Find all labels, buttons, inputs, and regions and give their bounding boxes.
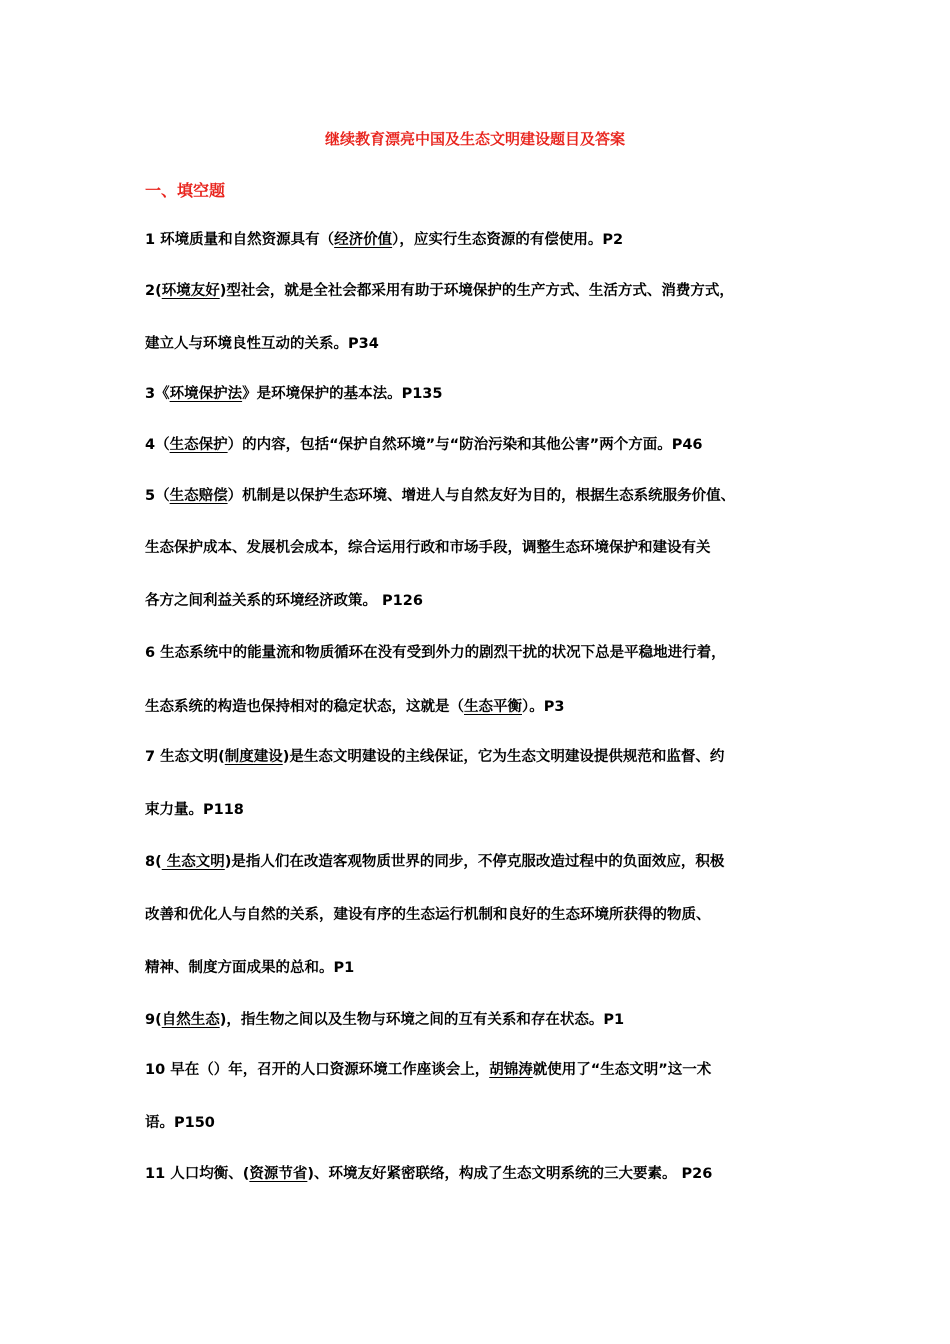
line-text: 5（ bbox=[145, 488, 170, 504]
answer-text: 经济价值 bbox=[334, 232, 393, 248]
line-text: 6 生态系统中的能量流和物质循环在没有受到外力的剧烈干扰的状况下总是平稳地进行着， bbox=[145, 645, 726, 661]
answer-text: 环境友好 bbox=[161, 283, 220, 299]
line-text: 8( bbox=[145, 854, 162, 870]
line-text: 生态保护成本、发展机会成本，综合运用行政和市场手段，调整生态环境保护和建设有关 bbox=[145, 540, 711, 556]
answer-text: 自然生态 bbox=[161, 1012, 220, 1028]
text-line bbox=[145, 591, 825, 611]
answer-text: 资源节省 bbox=[249, 1166, 308, 1182]
line-text: ）机制是以保护生态环境、增进人与自然友好为目的，根据生态系统服务价值、 bbox=[227, 488, 736, 504]
text-line bbox=[145, 905, 825, 925]
line-text: 建立人与环境良性互动的关系。P34 bbox=[145, 336, 379, 352]
line-text: ）。P3 bbox=[522, 699, 565, 715]
text-line bbox=[145, 1113, 825, 1133]
line-text: ），应实行生态资源的有偿使用。P2 bbox=[392, 232, 624, 248]
text-line bbox=[145, 800, 825, 820]
answer-text: 环境保护法 bbox=[169, 386, 243, 402]
line-text: 3《 bbox=[145, 386, 170, 402]
section-heading: 一、填空题 bbox=[145, 181, 226, 200]
text-line bbox=[145, 1060, 825, 1080]
text-line bbox=[145, 1010, 825, 1030]
answer-text: 胡锦涛 bbox=[489, 1062, 533, 1078]
line-text: 语。P150 bbox=[145, 1115, 215, 1131]
text-line bbox=[145, 281, 825, 301]
line-text: 精神、制度方面成果的总和。P1 bbox=[145, 960, 355, 976]
text-line bbox=[145, 538, 825, 558]
text-line bbox=[145, 435, 825, 455]
answer-text: 生态平衡 bbox=[464, 699, 522, 715]
text-line bbox=[145, 230, 825, 250]
line-text: 1 环境质量和自然资源具有（ bbox=[145, 232, 335, 248]
line-text: )型社会，就是全社会都采用有助于环境保护的生产方式、生活方式、消费方式， bbox=[219, 283, 734, 299]
line-text: )是生态文明建设的主线保证，它为生态文明建设提供规范和监督、约 bbox=[282, 749, 725, 765]
line-text: 》是环境保护的基本法。P135 bbox=[242, 386, 443, 402]
line-text: 生态系统的构造也保持相对的稳定状态，这就是（ bbox=[145, 699, 464, 715]
line-text: 各方之间利益关系的环境经济政策。 P126 bbox=[145, 593, 423, 609]
line-text: )是指人们在改造客观物质世界的同步，不停克服改造过程中的负面效应，积极 bbox=[224, 854, 725, 870]
line-text: 就使用了“生态文明”这一术 bbox=[532, 1062, 712, 1078]
line-text: 11 人口均衡、( bbox=[145, 1166, 250, 1182]
line-text: 2( bbox=[145, 283, 162, 299]
line-text: 9( bbox=[145, 1012, 162, 1028]
text-line bbox=[145, 958, 825, 978]
text-line bbox=[145, 852, 825, 872]
text-line bbox=[145, 384, 825, 404]
line-text: 7 生态文明( bbox=[145, 749, 225, 765]
answer-text: 制度建设 bbox=[224, 749, 283, 765]
document-title: 继续教育漂亮中国及生态文明建设题目及答案 bbox=[324, 130, 625, 148]
line-text: ）的内容，包括“保护自然环境”与“防治污染和其他公害”两个方面。P46 bbox=[227, 437, 703, 453]
text-line bbox=[145, 697, 825, 717]
text-line bbox=[145, 643, 825, 663]
line-text: 束力量。P118 bbox=[145, 802, 244, 818]
text-line bbox=[145, 747, 825, 767]
line-text: )、环境友好紧密联络，构成了生态文明系统的三大要素。 P26 bbox=[307, 1166, 713, 1182]
text-line bbox=[145, 334, 825, 354]
text-line bbox=[145, 1164, 825, 1184]
line-text: 改善和优化人与自然的关系，建设有序的生态运行机制和良好的生态环境所获得的物质、 bbox=[145, 907, 711, 923]
answer-text: 生态文明 bbox=[161, 854, 225, 870]
answer-text: 生态赔偿 bbox=[169, 488, 228, 504]
line-text: 10 早在（）年，召开的人口资源环境工作座谈会上， bbox=[145, 1062, 490, 1078]
text-line bbox=[145, 486, 825, 506]
line-text: 4（ bbox=[145, 437, 170, 453]
line-text: )，指生物之间以及生物与环境之间的互有关系和存在状态。P1 bbox=[219, 1012, 625, 1028]
answer-text: 生态保护 bbox=[169, 437, 228, 453]
